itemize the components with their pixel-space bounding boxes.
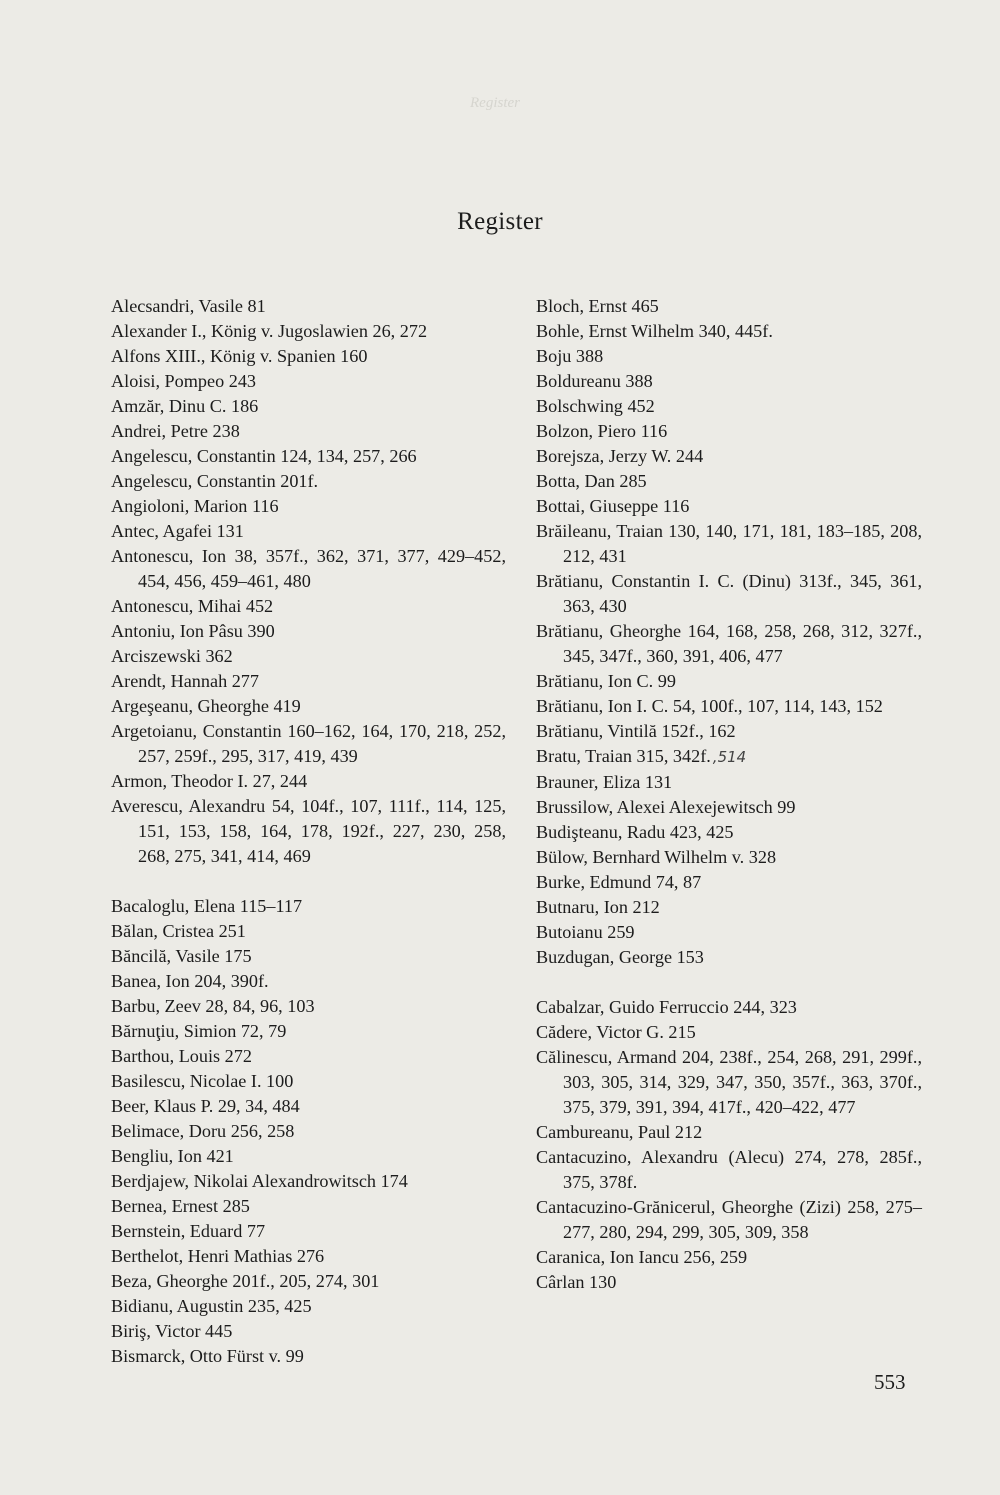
page-number: 553 — [874, 1370, 906, 1394]
index-entry: Bernstein, Eduard 77 — [111, 1221, 266, 1241]
index-entry: Brătianu, Constantin I. C. (Dinu) 313f., 345, 361, 363, 430 — [536, 571, 922, 616]
index-entry: Averescu, Alexandru 54, 104f., 107, 111f., 114, 125, 151, 153, 158, 164, 178, 192f., 227, 230, 258, 268, 275, 341, 414, 469 — [111, 796, 506, 866]
index-entry: Butnaru, Ion 212 — [536, 897, 660, 917]
index-entry: Bismarck, Otto Fürst v. 99 — [111, 1346, 304, 1366]
index-entry: Brussilow, Alexei Alexejewitsch 99 — [536, 797, 796, 817]
index-entry: Alexander I., König v. Jugoslawien 26, 272 — [111, 321, 428, 341]
index-entry: Belimace, Doru 256, 258 — [111, 1121, 295, 1141]
index-entry: Botta, Dan 285 — [536, 471, 647, 491]
index-entry: Brătianu, Ion C. 99 — [536, 671, 676, 691]
index-entry: Brătianu, Gheorghe 164, 168, 258, 268, 312, 327f., 345, 347f., 360, 391, 406, 477 — [536, 621, 922, 666]
index-entry: Angioloni, Marion 116 — [111, 496, 279, 516]
index-entry: Cabalzar, Guido Ferruccio 244, 323 — [536, 997, 797, 1017]
index-entry: Berdjajew, Nikolai Alexandrowitsch 174 — [111, 1171, 408, 1191]
index-entry: Alfons XIII., König v. Spanien 160 — [111, 346, 368, 366]
running-head: Register — [470, 95, 520, 111]
index-entry: Bidianu, Augustin 235, 425 — [111, 1296, 312, 1316]
index-entry: Armon, Theodor I. 27, 244 — [111, 771, 308, 791]
page-title: Register — [457, 208, 543, 235]
index-entry: Arendt, Hannah 277 — [111, 671, 259, 691]
index-entry: Antonescu, Ion 38, 357f., 362, 371, 377, 429–452, 454, 456, 459–461, 480 — [111, 546, 506, 591]
index-entry: Antonescu, Mihai 452 — [111, 596, 274, 616]
index-entry: Boju 388 — [536, 346, 604, 366]
index-entry: Cantacuzino, Alexandru (Alecu) 274, 278, 285f., 375, 378f. — [536, 1147, 922, 1192]
index-entry: Brătianu, Ion I. C. 54, 100f., 107, 114, 143, 152 — [536, 696, 883, 716]
index-entry: Brauner, Eliza 131 — [536, 772, 673, 792]
index-entry — [536, 744, 922, 770]
index-entry: Cădere, Victor G. 215 — [536, 1022, 696, 1042]
index-entry: Berthelot, Henri Mathias 276 — [111, 1246, 325, 1266]
index-entry: Bacaloglu, Elena 115–117 — [111, 896, 303, 916]
index-entry: Angelescu, Constantin 124, 134, 257, 266 — [111, 446, 417, 466]
index-entry: Arciszewski 362 — [111, 646, 233, 666]
index-entry: Bolschwing 452 — [536, 396, 655, 416]
index-entry: Beza, Gheorghe 201f., 205, 274, 301 — [111, 1271, 380, 1291]
index-entry: Buzdugan, George 153 — [536, 947, 704, 967]
index-entry: Călinescu, Armand 204, 238f., 254, 268, 291, 299f., 303, 305, 314, 329, 347, 350, 357f., 363, 370f., 375, 379, 391, 394, 417f., 420–422, 477 — [536, 1047, 922, 1117]
index-entry: Bernea, Ernest 285 — [111, 1196, 250, 1216]
index-entry: Cantacuzino-Grănicerul, Gheorghe (Zizi) 258, 275–277, 280, 294, 299, 305, 309, 358 — [536, 1197, 922, 1242]
index-entry: Beer, Klaus P. 29, 34, 484 — [111, 1096, 300, 1116]
index-column-right — [536, 294, 922, 1295]
index-entry: Bülow, Bernhard Wilhelm v. 328 — [536, 847, 777, 867]
handwritten-annotation: ,514 — [712, 748, 747, 766]
index-entry: Burke, Edmund 74, 87 — [536, 872, 702, 892]
index-entry: Borejsza, Jerzy W. 244 — [536, 446, 704, 466]
section-gap — [536, 970, 922, 995]
index-entry: Brăileanu, Traian 130, 140, 171, 181, 183–185, 208, 212, 431 — [536, 521, 922, 566]
index-entry: Butoianu 259 — [536, 922, 635, 942]
index-entry-text: Bratu, Traian 315, 342f. — [536, 746, 711, 766]
index-entry: Aloisi, Pompeo 243 — [111, 371, 257, 391]
index-entry: Caranica, Ion Iancu 256, 259 — [536, 1247, 748, 1267]
index-entry: Cambureanu, Paul 212 — [536, 1122, 703, 1142]
index-entry: Argeşeanu, Gheorghe 419 — [111, 696, 301, 716]
index-entry: Argetoianu, Constantin 160–162, 164, 170, 218, 252, 257, 259f., 295, 317, 419, 439 — [111, 721, 506, 766]
index-entry: Bengliu, Ion 421 — [111, 1146, 234, 1166]
index-entry: Brătianu, Vintilă 152f., 162 — [536, 721, 736, 741]
index-entry: Bălan, Cristea 251 — [111, 921, 246, 941]
index-entry: Barbu, Zeev 28, 84, 96, 103 — [111, 996, 315, 1016]
index-entry: Boldureanu 388 — [536, 371, 653, 391]
index-entry: Antec, Agafei 131 — [111, 521, 244, 541]
index-entry: Bărnuţiu, Simion 72, 79 — [111, 1021, 287, 1041]
index-entry: Banea, Ion 204, 390f. — [111, 971, 269, 991]
index-entry: Budişteanu, Radu 423, 425 — [536, 822, 734, 842]
index-entry: Barthou, Louis 272 — [111, 1046, 252, 1066]
section-gap — [111, 869, 506, 894]
index-entry: Biriş, Victor 445 — [111, 1321, 233, 1341]
index-entry: Bolzon, Piero 116 — [536, 421, 668, 441]
index-entry: Basilescu, Nicolae I. 100 — [111, 1071, 294, 1091]
index-entry: Bloch, Ernst 465 — [536, 296, 659, 316]
index-entry: Bohle, Ernst Wilhelm 340, 445f. — [536, 321, 773, 341]
index-entry: Amzăr, Dinu C. 186 — [111, 396, 259, 416]
index-entry: Băncilă, Vasile 175 — [111, 946, 252, 966]
index-entry: Antoniu, Ion Pâsu 390 — [111, 621, 275, 641]
index-entry: Andrei, Petre 238 — [111, 421, 240, 441]
index-entry: Angelescu, Constantin 201f. — [111, 471, 319, 491]
index-entry: Cârlan 130 — [536, 1272, 617, 1292]
index-entry: Alecsandri, Vasile 81 — [111, 296, 266, 316]
index-column-left — [111, 294, 506, 1369]
index-entry: Bottai, Giuseppe 116 — [536, 496, 690, 516]
